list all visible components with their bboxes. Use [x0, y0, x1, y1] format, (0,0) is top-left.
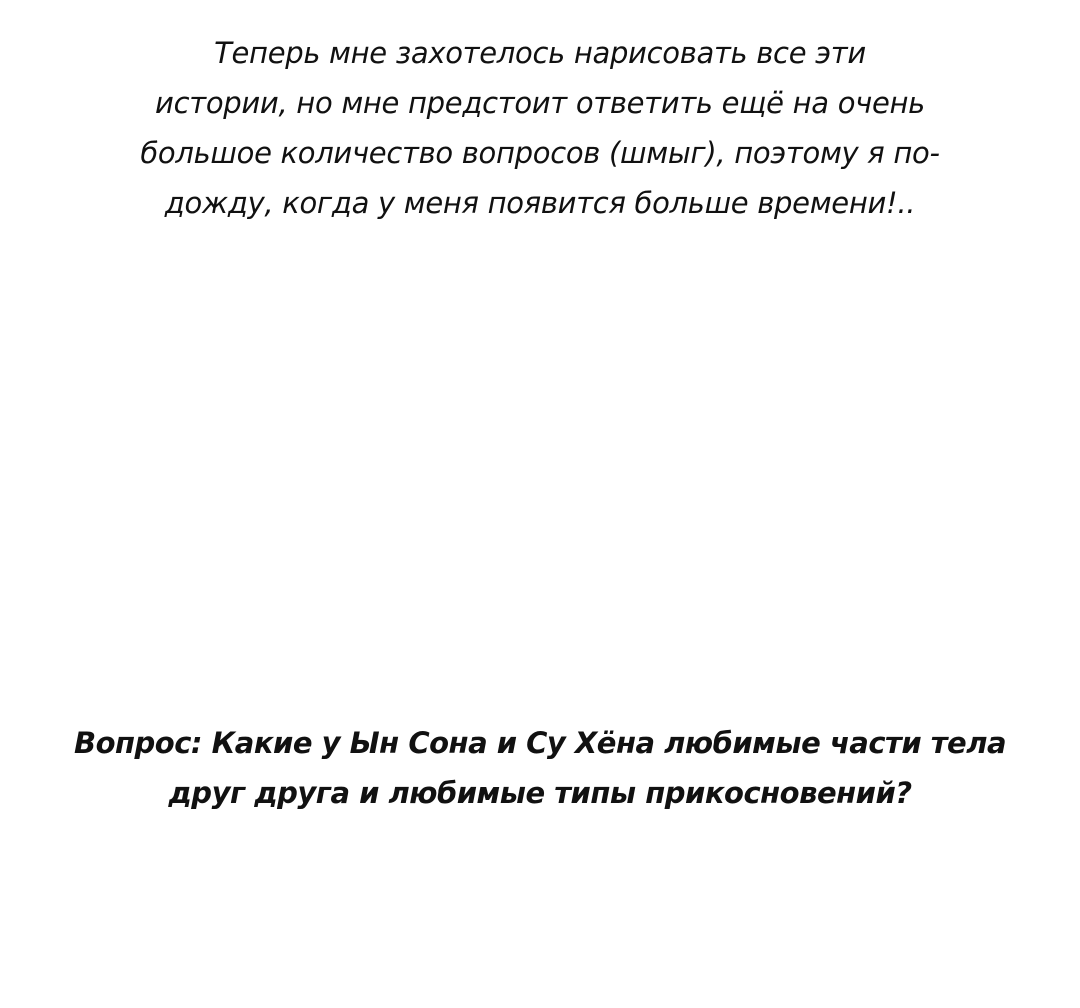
question-text-line-1: Вопрос: Какие у Ын Сона и Су Хёна любимые части тела [73, 726, 1007, 760]
intro-text-line-1: Теперь мне захотелось нарисовать все эти [214, 36, 866, 70]
intro-text-line-3: большое количество вопросов (шмыг), поэтому я по- [140, 136, 940, 170]
intro-text-line-4: дожду, когда у меня появится больше времени!.. [164, 186, 916, 220]
intro-text-line-2: истории, но мне предстоит ответить ещё на очень [155, 86, 925, 120]
question-text-line-2: друг друга и любимые типы прикосновений? [168, 776, 912, 810]
question-text-block [0, 718, 1080, 818]
intro-text-block [0, 28, 1080, 228]
